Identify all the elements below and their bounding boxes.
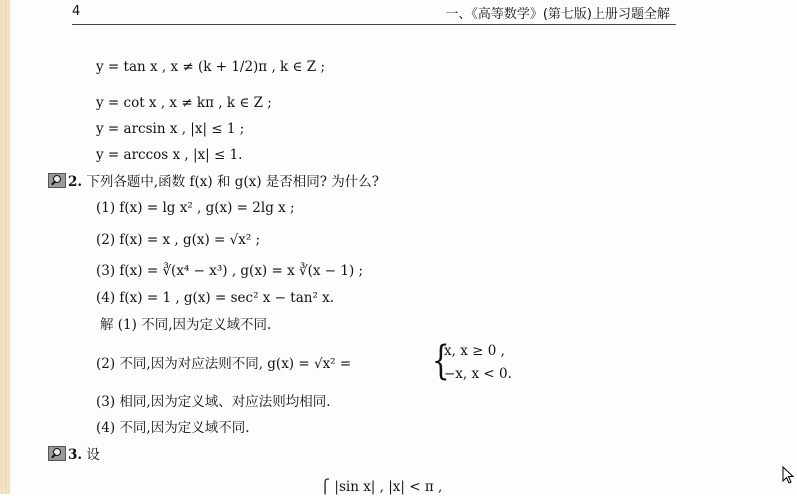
header-rule	[72, 24, 676, 25]
magnifier-icon	[48, 446, 66, 461]
question-2-item-2: (2) f(x) = x , g(x) = √x² ;	[96, 232, 261, 248]
question-2-number: 2.	[68, 174, 83, 190]
domain-line-arcsin: y = arcsin x , |x| ≤ 1 ;	[96, 121, 245, 137]
question-2-item-4: (4) f(x) = 1 , g(x) = sec² x − tan² x.	[96, 290, 335, 306]
question-2-item-1: (1) f(x) = lg x² , g(x) = 2lg x ;	[96, 200, 295, 216]
page-number: 4	[72, 4, 81, 19]
domain-line-arccos: y = arccos x , |x| ≤ 1.	[96, 147, 243, 163]
question-3-partial-formula: ⎧ |sin x| , |x| < π ,	[320, 479, 443, 495]
solution-1: 解 (1) 不同,因为定义域不同.	[100, 317, 272, 333]
page-header	[72, 2, 676, 24]
solution-2: (2) 不同,因为对应法则不同, g(x) = √x² =	[96, 356, 352, 372]
question-2-item-3: (3) f(x) = ∛(x⁴ − x³) , g(x) = x ∛(x − 1) ;	[96, 263, 364, 279]
solution-3: (3) 相同,因为定义域、对应法则均相同.	[96, 394, 331, 410]
running-title: 一、《高等数学》(第七版)上册习题全解	[445, 7, 670, 22]
document-page	[10, 0, 797, 494]
mouse-cursor-icon	[782, 466, 794, 484]
piecewise-case-2: −x, x < 0.	[444, 366, 512, 382]
question-3-text: 设	[86, 447, 100, 463]
question-2-text: 下列各题中,函数 f(x) 和 g(x) 是否相同? 为什么?	[86, 174, 380, 190]
left-brace: {	[431, 338, 450, 384]
page-edge-strip	[0, 0, 10, 494]
domain-line-cot: y = cot x , x ≠ kπ , k ∈ Z ;	[96, 95, 272, 111]
question-3-number: 3.	[68, 447, 83, 463]
solution-4: (4) 不同,因为定义域不同.	[96, 420, 250, 436]
domain-line-tan: y = tan x , x ≠ (k + 1/2)π , k ∈ Z ;	[96, 59, 326, 75]
question-3-heading	[48, 446, 100, 464]
piecewise-definition	[428, 338, 528, 385]
question-2-heading	[48, 173, 379, 191]
piecewise-case-1: x, x ≥ 0 ,	[444, 343, 505, 359]
magnifier-icon	[48, 173, 66, 188]
